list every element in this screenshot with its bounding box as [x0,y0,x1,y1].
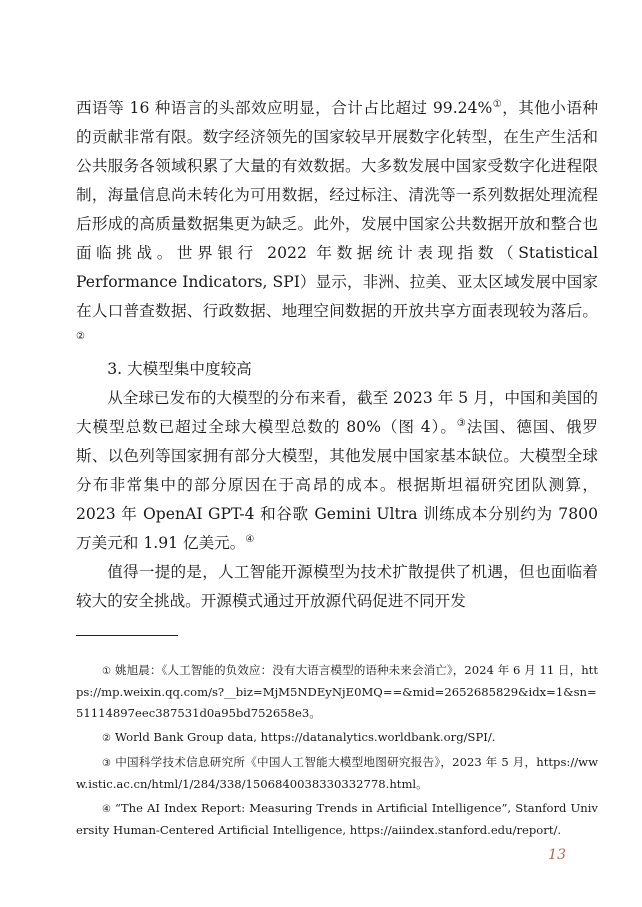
paragraph-1 [76,94,598,355]
footnote-ref-1[interactable]: ① [492,98,503,110]
footnote-1 [76,660,598,724]
footnote-ref-4[interactable]: ④ [245,533,255,545]
paragraph-1-text-a: 西语等 16 种语言的头部效应明显，合计占比超过 99.24% [76,99,493,117]
footnote-3 [76,752,598,795]
footnote-text: 中国科学技术信息研究所《中国人工智能大模型地图研究报告》，2023 年 5 月，https://www.istic.ac.cn/html/1/284/338/1506840038330332778.html。 [76,755,598,791]
footnote-2 [76,727,598,749]
paragraph-3: 值得一提的是，人工智能开源模型为技术扩散提供了机遇，但也面临着较大的安全挑战。开源模式通过开放源代码促进不同开发 [76,563,598,610]
main-body-text [76,94,598,616]
footnote-ref-3[interactable]: ③ [456,417,467,429]
footnote-mark: ① [102,666,111,677]
footnote-mark: ③ [102,758,111,769]
footnote-mark: ④ [102,804,111,815]
footnote-4 [76,798,598,841]
footnote-mark: ② [102,733,111,744]
paragraph-2-text-a: 从全球已发布的大模型的分布来看，截至 2023 年 5 月，中国和美国的大模型总数已超过全球大模型总数的 80%（图 4）。 [76,389,598,436]
footnote-ref-2[interactable]: ② [76,330,85,342]
page-number: 13 [548,847,566,863]
paragraph-2-text-b: 法国、德国、俄罗斯、以色列等国家拥有部分大模型，其他发展中国家基本缺位。大模型全球分布非常集中的部分原因在于高昂的成本。根据斯坦福研究团队测算，2023 年 OpenAI GPT-4 和谷歌 Gemini Ultra 训练成本分别约为 7800 万美元和 1.91 亿美元。 [76,418,598,552]
footnote-divider [76,635,178,636]
footnote-text: “The AI Index Report: Measuring Trends in Artificial Intelligence”, Stanford University Human-Centered Artificial Intelligence, https://aiindex.stanford.edu/report/. [76,801,598,837]
footnote-text: 姚旭晨：《人工智能的负效应：没有大语言模型的语种未来会消亡》，2024 年 6 月 11 日，https://mp.weixin.qq.com/s?__biz=MjM5NDEyNjE0MQ==&mid=2652685829&idx=1&sn=51114897eec387531d0a95bd752658e3。 [76,663,598,720]
footnotes [76,660,598,844]
paragraph-1-text-b: ，其他小语种的贡献非常有限。数字经济领先的国家较早开展数字化转型，在生产生活和公共服务各领域积累了大量的有效数据。大多数发展中国家受数字化进程限制，海量信息尚未转化为可用数据，经过标注、清洗等一系列数据处理流程后形成的高质量数据集更为缺乏。此外，发展中国家公共数据开放和整合也面临挑战。世界银行 2022 年数据统计表现指数（Statistical Performance Indicators, SPI）显示，非洲、拉美、亚太区域发展中国家在人口普查数据、行政数据、地理空间数据的开放共享方面表现较为落后。 [76,99,598,320]
paragraph-2 [76,384,598,558]
section-heading: 3. 大模型集中度较高 [107,360,252,378]
footnote-text: World Bank Group data, https://datanalytics.worldbank.org/SPI/. [114,730,496,744]
